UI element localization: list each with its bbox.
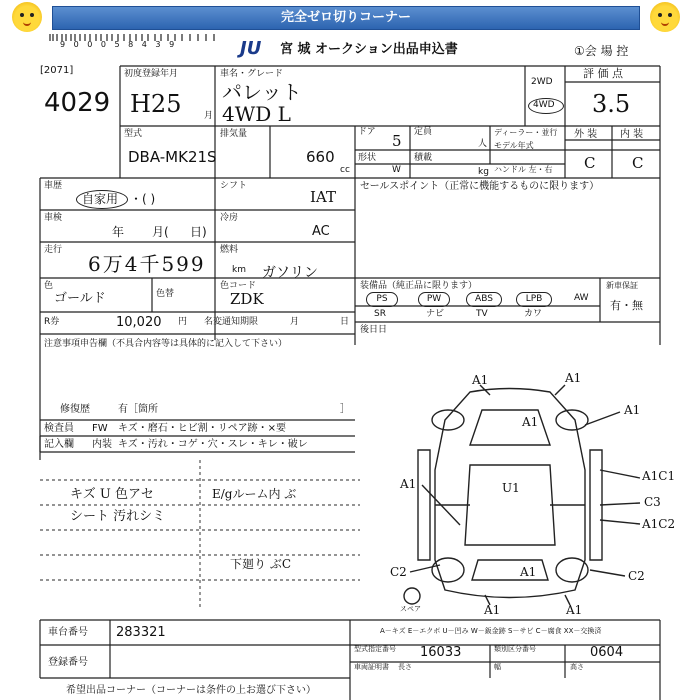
mark-left-door: A1 bbox=[400, 477, 417, 491]
model-value: DBA-MK21S bbox=[128, 148, 217, 166]
displacement-unit: cc bbox=[340, 165, 350, 175]
score-label: 評 価 点 bbox=[583, 67, 623, 80]
interior-label: 内 装 bbox=[620, 129, 644, 140]
equip-lpb: LPB bbox=[516, 292, 552, 307]
recycle-label: R券 bbox=[44, 317, 60, 327]
mark-right-quarter: A1C2 bbox=[642, 517, 676, 531]
spare-label: スペア bbox=[400, 605, 421, 613]
int-label: 内装 bbox=[92, 439, 112, 450]
selling-points-label: セールスポイント（正常に機能するものに限ります） bbox=[360, 181, 600, 192]
dims-length: 長さ bbox=[398, 663, 412, 671]
shape-label: 形状 bbox=[358, 153, 377, 163]
inspector-label: 検査員 bbox=[44, 423, 74, 434]
banner-title: 完全ゼロ切りコーナー bbox=[52, 6, 640, 30]
dims-width: 幅 bbox=[494, 663, 501, 671]
score-value: 3.5 bbox=[592, 90, 631, 118]
repair-closing: ］ bbox=[340, 404, 350, 415]
dealer-label: ディーラー・並行 bbox=[494, 128, 558, 137]
history-label: 車歴 bbox=[44, 181, 63, 191]
tax-notice-day: 日 bbox=[340, 317, 350, 327]
inspection-label: 車検 bbox=[44, 213, 63, 223]
damage-legend: A－キズ E－エクボ U－凹み W－鈑金跡 S－サビ C－腐食 XX－交換済 bbox=[380, 627, 602, 635]
color-code-value: ZDK bbox=[230, 290, 264, 308]
fuel-value: ガソリン bbox=[262, 265, 318, 281]
entry-label: 記入欄 bbox=[44, 439, 74, 450]
inspection-month: 月( bbox=[152, 225, 169, 239]
equip-aw: AW bbox=[574, 293, 589, 303]
lot-code: [2071] bbox=[40, 65, 74, 76]
new-warranty-label: 新車保証 bbox=[606, 281, 638, 290]
mark-right-fender: A1 bbox=[624, 403, 641, 417]
barcode-digits: 9 0 0 0 5 8 4 3 9 bbox=[60, 40, 178, 49]
equip-navi: ナビ bbox=[426, 309, 445, 319]
after-date-label: 後日日 bbox=[360, 325, 388, 335]
chassis-value: 283321 bbox=[116, 625, 166, 640]
interior-value: C bbox=[632, 154, 644, 172]
history-paren: ・( ) bbox=[130, 192, 156, 206]
first-reg-label: 初度登録年月 bbox=[124, 69, 179, 79]
history-value: 自家用 bbox=[82, 192, 119, 206]
mark-front-right: A1 bbox=[565, 371, 582, 385]
dims-label: 車両証明書 bbox=[354, 663, 389, 671]
mark-left-rear: C2 bbox=[390, 565, 407, 579]
int-items: キズ・汚れ・コゲ・穴・スレ・キレ・破レ bbox=[118, 439, 308, 450]
drive-4wd: 4WD bbox=[533, 100, 555, 110]
aircon-value: AC bbox=[312, 224, 330, 239]
mark-right-rear: C2 bbox=[628, 569, 645, 583]
drive-2wd: 2WD bbox=[531, 77, 553, 87]
model-year-label: モデル年式 bbox=[494, 141, 534, 150]
tax-notice-label: 名変通知期限 bbox=[204, 317, 259, 327]
mark-hood: A1 bbox=[522, 415, 539, 429]
repair-value: 有［箇所 bbox=[118, 404, 158, 415]
lot-number: 4029 bbox=[44, 88, 111, 118]
dims-height: 高さ bbox=[570, 663, 584, 671]
fw-label: FW bbox=[92, 423, 108, 434]
shape-value: W bbox=[392, 165, 401, 175]
exterior-value: C bbox=[584, 154, 596, 172]
car-name-line1: パレット bbox=[222, 80, 302, 104]
equip-leather: カワ bbox=[524, 309, 543, 319]
fuel-label: 燃料 bbox=[220, 245, 239, 255]
equip-abs: ABS bbox=[466, 292, 502, 307]
class-value: 0604 bbox=[590, 645, 624, 660]
color-code-label: 色コード bbox=[220, 281, 257, 291]
capacity-unit: 人 bbox=[478, 139, 488, 149]
new-warranty-value: 有・無 bbox=[610, 299, 643, 312]
equipment-label: 装備品（純正品に限ります） bbox=[360, 281, 478, 291]
handle-label: ハンドル 左・右 bbox=[494, 165, 553, 174]
doors-value: 5 bbox=[392, 132, 402, 150]
entry-line4: 下廻り ぶC bbox=[230, 557, 291, 571]
form-title: 宮 城 オークション出品申込書 bbox=[280, 42, 458, 57]
car-name-label: 車名・グレード bbox=[220, 69, 284, 79]
model-label: 型式 bbox=[124, 129, 143, 139]
shift-value: IAT bbox=[310, 188, 336, 206]
mileage-label: 走行 bbox=[44, 245, 63, 255]
mileage-unit: km bbox=[232, 265, 246, 275]
registration-label: 登録番号 bbox=[48, 657, 88, 668]
class-label: 類別区分番号 bbox=[494, 645, 536, 653]
doors-label: ドア bbox=[358, 127, 376, 137]
tax-notice-month: 月 bbox=[290, 317, 300, 327]
load-label: 積載 bbox=[414, 153, 433, 163]
equip-pw: PW bbox=[418, 292, 450, 307]
entry-line3: E/gルーム内 ぶ bbox=[212, 487, 297, 501]
mileage-value: 6万4千599 bbox=[88, 252, 206, 276]
footer-label: 希望出品コーナー（コーナーは条件の上お選び下さい） bbox=[66, 685, 316, 696]
car-name-line2: 4WD L bbox=[222, 102, 291, 126]
exterior-label: 外 装 bbox=[574, 129, 598, 140]
load-unit: kg bbox=[478, 167, 489, 177]
shift-label: シフト bbox=[220, 181, 248, 191]
recycle-unit: 円 bbox=[178, 317, 188, 327]
notes-label: 注意事項申告欄（不具合内容等は具体的に記入して下さい） bbox=[44, 339, 288, 349]
ju-logo: JU bbox=[240, 38, 262, 59]
inspection-year: 年 bbox=[112, 225, 125, 239]
equip-tv: TV bbox=[476, 309, 488, 319]
type-spec-value: 16033 bbox=[420, 645, 462, 660]
type-spec-label: 型式指定番号 bbox=[354, 645, 396, 653]
mark-extra bbox=[560, 356, 561, 357]
equip-sr: SR bbox=[374, 309, 386, 319]
repair-label: 修復歴 bbox=[60, 404, 90, 415]
fw-items: キズ・磨石・ヒビ割・リペア跡・×要 bbox=[118, 423, 286, 434]
chassis-label: 車台番号 bbox=[48, 627, 88, 638]
first-reg-unit: 月 bbox=[204, 111, 214, 121]
color-label: 色 bbox=[44, 281, 54, 291]
capacity-label: 定員 bbox=[414, 127, 433, 137]
displacement-value: 660 bbox=[306, 148, 335, 166]
mark-rear-right: A1 bbox=[566, 603, 583, 617]
copy-label: ①会 場 控 bbox=[574, 44, 629, 58]
color-value: ゴールド bbox=[54, 291, 106, 306]
aircon-label: 冷房 bbox=[220, 213, 239, 223]
first-reg-value: H25 bbox=[130, 90, 182, 118]
entry-line1: キズ U 色アセ bbox=[70, 487, 154, 502]
mark-front-left: A1 bbox=[472, 373, 489, 387]
inspection-day: 日) bbox=[190, 225, 207, 239]
mark-right-door-rear: C3 bbox=[644, 495, 661, 509]
mark-roof: U1 bbox=[502, 481, 520, 495]
entry-line2: シート 汚れシミ bbox=[70, 509, 166, 524]
mark-right-door-front: A1C1 bbox=[642, 469, 676, 483]
mark-trunk: A1 bbox=[520, 565, 537, 579]
color-change-label: 色替 bbox=[156, 289, 175, 299]
recycle-value: 10,020 bbox=[116, 315, 162, 330]
equip-ps: PS bbox=[366, 292, 398, 307]
displacement-label: 排気量 bbox=[220, 129, 248, 139]
mark-rear-left: A1 bbox=[484, 603, 501, 617]
